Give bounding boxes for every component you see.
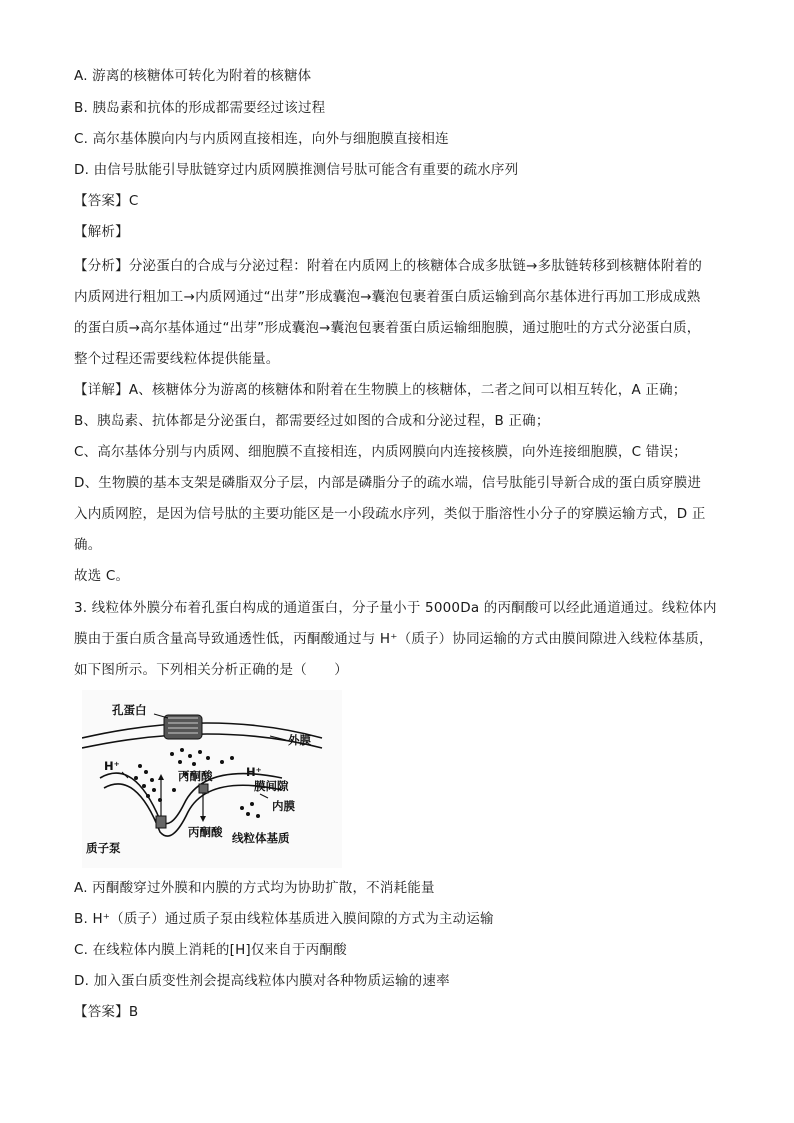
analysis-tag: 【分析】 <box>74 258 129 274</box>
porin-icon <box>164 715 202 739</box>
q3-option-a: A. 丙酮酸穿过外膜和内膜的方式均为协助扩散，不消耗能量 <box>74 880 435 896</box>
analysis-line-1 <box>74 256 702 276</box>
q3-answer-tag: 【答案】 <box>74 1004 129 1020</box>
q2-option-d: D. 由信号肽能引导肽链穿过内质网膜推测信号肽可能含有重要的疏水序列 <box>74 162 519 178</box>
label-porin: 孔蛋白 <box>112 703 147 717</box>
proton-pump-icon <box>156 816 166 828</box>
q3-option-c: C. 在线粒体内膜上消耗的[H]仅来自于丙酮酸 <box>74 942 347 958</box>
analysis-line-2: 内质网进行粗加工→内质网通过“出芽”形成囊泡→囊泡包裹着蛋白质运输到高尔基体进行再加工形成成熟 <box>74 289 701 305</box>
label-pyruvate-top: 丙酮酸 <box>178 769 213 783</box>
q2-option-b: B. 胰岛素和抗体的形成都需要经过该过程 <box>74 100 326 116</box>
analysis-line-4: 整个过程还需要线粒体提供能量。 <box>74 351 280 367</box>
detail-conclusion: 故选 C。 <box>74 568 130 584</box>
q3-answer <box>74 1002 138 1022</box>
label-inner-membrane: 内膜 <box>272 799 295 813</box>
pyruvate-transporter-icon <box>199 784 208 793</box>
q3-stem-line-3: 如下图所示。下列相关分析正确的是（ ） <box>74 662 348 678</box>
detail-line-6: 确。 <box>74 537 102 553</box>
explain-tag: 【解析】 <box>74 224 129 240</box>
analysis-text: 分泌蛋白的合成与分泌过程：附着在内质网上的核糖体合成多肽链→多肽链转移到核糖体附着的 <box>128 258 703 274</box>
detail-line-5: 入内质网腔，是因为信号肽的主要功能区是一小段疏水序列，类似于脂溶性小分子的穿膜运输方式，D 正 <box>74 506 706 522</box>
q2-answer <box>74 191 138 211</box>
label-pyruvate-bottom: 丙酮酸 <box>188 825 223 839</box>
analysis-line-3: 的蛋白质→高尔基体通过“出芽”形成囊泡→囊泡包裹着蛋白质运输细胞膜，通过胞吐的方式分泌蛋白质， <box>74 320 701 336</box>
label-intermembrane: 膜间隙 <box>254 779 289 793</box>
q2-option-c: C. 高尔基体膜向内与内质网直接相连，向外与细胞膜直接相连 <box>74 131 449 147</box>
detail-line-4: D、生物膜的基本支架是磷脂双分子层，内部是磷脂分子的疏水端，信号肽能引导新合成的蛋白质穿膜进 <box>74 475 702 491</box>
q3-option-d: D. 加入蛋白质变性剂会提高线粒体内膜对各种物质运输的速率 <box>74 973 450 989</box>
detail-tag: 【详解】 <box>74 382 129 398</box>
mitochondria-transport-figure <box>82 690 342 868</box>
detail-text: A、核糖体分为游离的核糖体和附着在生物膜上的核糖体，二者之间可以相互转化，A 正确； <box>128 382 687 398</box>
detail-line-1 <box>74 380 686 400</box>
answer-tag: 【答案】 <box>74 193 129 209</box>
label-outer-membrane: 外膜 <box>288 733 311 747</box>
detail-line-2: B、胰岛素、抗体都是分泌蛋白，都需要经过如图的合成和分泌过程，B 正确； <box>74 413 550 429</box>
label-matrix: 线粒体基质 <box>232 831 290 845</box>
label-proton-pump: 质子泵 <box>86 841 121 855</box>
answer-value: C <box>128 193 139 209</box>
detail-line-3: C、高尔基体分别与内质网、细胞膜不直接相连，内质网膜向内连接核膜，向外连接细胞膜，C 错误； <box>74 444 687 460</box>
q3-answer-value: B <box>128 1004 139 1020</box>
label-h-right: H⁺ <box>246 765 262 779</box>
q3-stem-line-1: 3. 线粒体外膜分布着孔蛋白构成的通道蛋白，分子量小于 5000Da 的丙酮酸可以经此通道通过。线粒体内 <box>74 600 717 616</box>
q2-option-a: A. 游离的核糖体可转化为附着的核糖体 <box>74 68 312 84</box>
q3-option-b: B. H⁺（质子）通过质子泵由线粒体基质进入膜间隙的方式为主动运输 <box>74 911 494 927</box>
q3-stem-line-2: 膜由于蛋白质含量高导致通透性低，丙酮酸通过与 H⁺（质子）协同运输的方式由膜间隙进入线粒体基质， <box>74 631 713 647</box>
label-h-left: H⁺ <box>104 759 120 773</box>
